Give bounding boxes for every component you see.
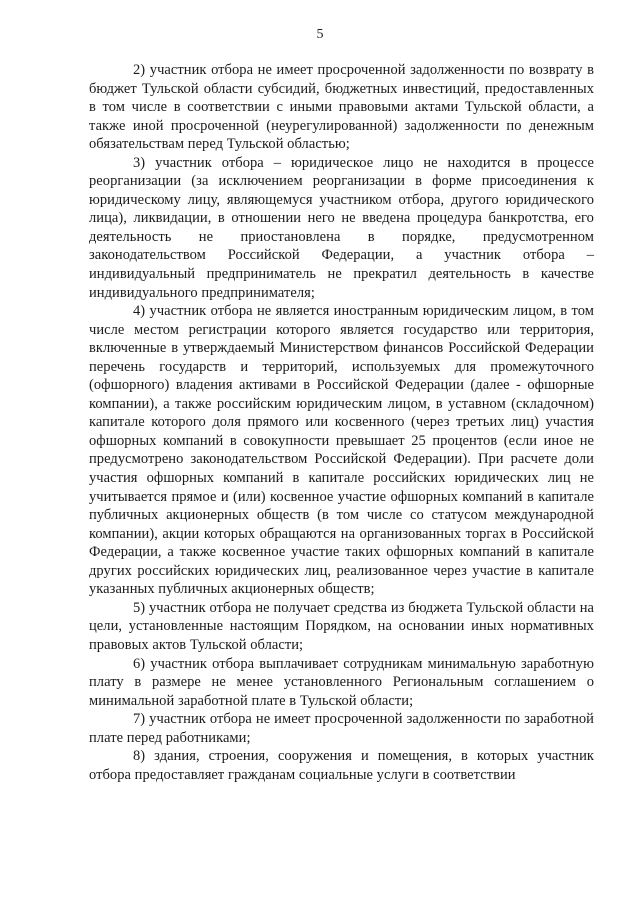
paragraph-item-8: 8) здания, строения, сооружения и помещения, в которых участник отбора предоставляет гражданам социальные услуги в соответствии bbox=[89, 748, 594, 783]
paragraph-item-6: 6) участник отбора выплачивает сотрудникам минимальную заработную плату в размере не менее установленного Региональным соглашением о минимальной заработной плате в Тульской области; bbox=[89, 655, 594, 709]
document-body bbox=[89, 61, 594, 784]
paragraph-item-2: 2) участник отбора не имеет просроченной задолженности по возврату в бюджет Тульской области субсидий, бюджетных инвестиций, предоставленных в том числе в соответствии с иными правовыми актами Тульской области, а также иной просроченной (неурегулированной) задолженности по денежным обязательствам перед Тульской областью; bbox=[89, 62, 594, 153]
paragraph-item-5: 5) участник отбора не получает средства из бюджета Тульской области на цели, установленные настоящим Порядком, на основании иных нормативных правовых актов Тульской области; bbox=[89, 599, 594, 653]
paragraph-item-4: 4) участник отбора не является иностранным юридическим лицом, в том числе местом регистрации которого является государство или территория, включенные в утверждаемый Министерством финансов Российской Федерации перечень государств и территорий, используемых для промежуточного (офшорного) владения активами в Российской Федерации (далее - офшорные компании), а также российским юридическим лицом, в уставном (складочном) капитале которого доля прямого или косвенного (через третьих лиц) участия офшорных компаний в совокупности превышает 25 процентов (если иное не предусмотрено законодательством Российской Федерации). При расчете доли участия офшорных компаний в капитале российских юридических лиц не учитывается прямое и (или) косвенное участие офшорных компаний в капитале публичных акционерных обществ (в том числе со статусом международной компании), акции которых обращаются на организованных торгах в Российской Федерации, а также косвенное участие таких офшорных компаний в капитале других российских юридических лиц, реализованное через участие в капитале указанных публичных акционерных обществ; bbox=[89, 303, 594, 598]
paragraph-item-3: 3) участник отбора – юридическое лицо не находится в процессе реорганизации (за исключением реорганизации в форме присоединения к юридическому лицу, являющемуся участником отбора, другого юридического лица), ликвидации, в отношении него не введена процедура банкротства, его деятельность не приостановлена в порядке, предусмотренном законодательством Российской Федерации, а участник отбора – индивидуальный предприниматель не прекратил деятельность в качестве индивидуального предпринимателя; bbox=[89, 154, 594, 301]
page-number: 5 bbox=[316, 27, 324, 42]
paragraph-item-7: 7) участник отбора не имеет просроченной задолженности по заработной плате перед работниками; bbox=[89, 711, 594, 746]
